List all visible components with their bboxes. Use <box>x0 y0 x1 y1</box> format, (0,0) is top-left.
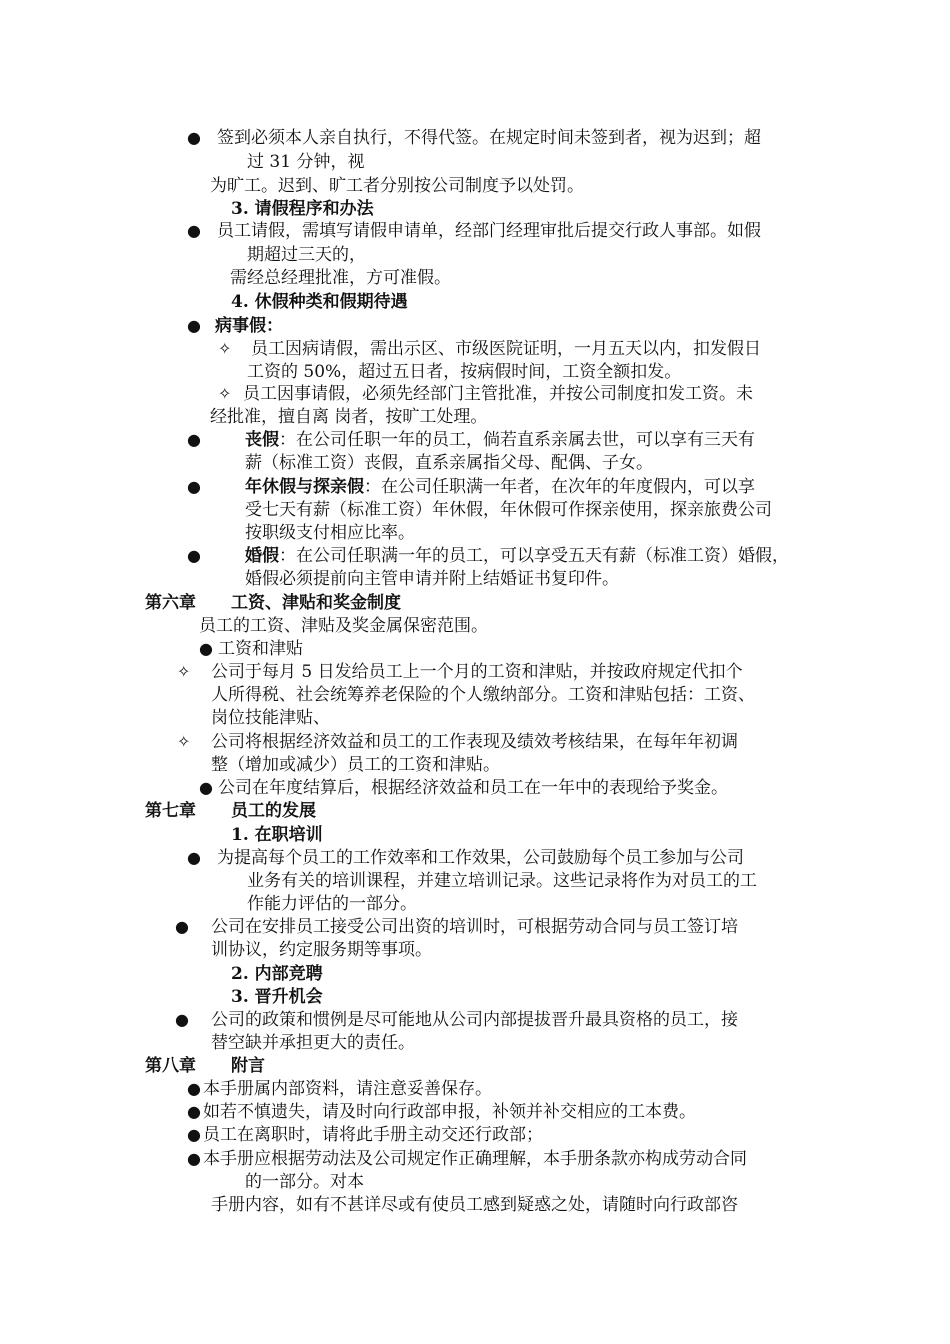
bullet-icon: ● <box>187 1125 201 1144</box>
text-line: 公司将根据经济效益和员工的工作表现及绩效考核结果，在每年年初调 <box>211 732 738 752</box>
chapter-label: 第八章 <box>145 1056 196 1076</box>
term-label: 婚假 <box>245 546 279 566</box>
text-line: 签到必须本人亲自执行，不得代签。在规定时间未签到者，视为迟到；超 <box>217 128 761 148</box>
text-line: 训协议，约定服务期等事项。 <box>211 940 432 960</box>
bullet-icon: ● <box>187 477 201 496</box>
text-line: 手册内容，如有不甚详尽或有使员工感到疑惑之处，请随时向行政部咨 <box>211 1195 738 1215</box>
diamond-icon: ✧ <box>218 384 232 403</box>
text-line: 按职级支付相应比率。 <box>245 523 415 543</box>
text-line: 过 31 分钟，视 <box>247 152 365 172</box>
diamond-icon: ✧ <box>177 732 191 751</box>
diamond-icon: ✧ <box>218 339 232 358</box>
chapter-title: 工资、津贴和奖金制度 <box>231 593 401 613</box>
bullet-icon: ● <box>187 848 201 867</box>
text-line: 薪（标准工资）丧假，直系亲属指父母、配偶、子女。 <box>245 453 653 473</box>
bullet-icon: ● <box>187 430 201 449</box>
text-line: 整（增加或减少）员工的工资和津贴。 <box>211 755 500 775</box>
bullet-icon: ● <box>187 221 201 240</box>
text-line: 作能力评估的一部分。 <box>247 894 417 914</box>
bullet-icon: ● <box>187 316 201 335</box>
chapter-label: 第七章 <box>145 801 196 821</box>
bullet-icon: ● <box>187 1149 201 1168</box>
text-line: 为提高每个员工的工作效率和工作效果，公司鼓励每个员工参加与公司 <box>217 848 744 868</box>
term-text: ：在公司任职一年的员工，倘若直系亲属去世，可以享有三天有 <box>279 430 755 450</box>
text-line: 如若不慎遗失，请及时向行政部申报，补领并补交相应的工本费。 <box>203 1102 696 1122</box>
text-line: 公司的政策和惯例是尽可能地从公司内部提拔晋升最具资格的员工，接 <box>211 1010 738 1030</box>
text-line: 的一部分。对本 <box>245 1172 364 1192</box>
text-line: 婚假必须提前向主管申请并附上结婚证书复印件。 <box>245 569 619 589</box>
bullet-icon: ● <box>199 778 213 797</box>
text-line: 工资和津贴 <box>218 639 303 659</box>
text-line <box>245 429 755 451</box>
text-line: 员工请假，需填写请假申请单，经部门经理审批后提交行政人事部。如假 <box>217 221 761 241</box>
text-line: 受七天有薪（标准工资）年休假，年休假可作探亲使用，探亲旅费公司 <box>245 500 772 520</box>
text-line: 员工因病请假，需出示区、市级医院证明，一月五天以内，扣发假日 <box>251 339 761 359</box>
chapter-title: 员工的发展 <box>231 801 316 821</box>
text-line: 人所得税、社会统筹养老保险的个人缴纳部分。工资和津贴包括：工资、 <box>211 685 755 705</box>
text-line <box>245 545 789 567</box>
text-line: 需经总经理批准，方可准假。 <box>230 268 451 288</box>
text-line: 替空缺并承担更大的责任。 <box>211 1033 415 1053</box>
bullet-icon: ● <box>187 1079 201 1098</box>
text-line: 期超过三天的， <box>247 245 366 265</box>
text-line: 公司在安排员工接受公司出资的培训时，可根据劳动合同与员工签订培 <box>211 917 738 937</box>
bullet-icon: ● <box>187 1102 201 1121</box>
bullet-icon: ● <box>175 1010 189 1029</box>
section-heading: 3. 晋升机会 <box>231 987 323 1007</box>
text-line <box>245 476 755 498</box>
text-line: 工资的 50%，超过五日者，按病假时间，工资全额扣发。 <box>247 362 682 382</box>
section-heading: 4. 休假种类和假期待遇 <box>231 292 408 312</box>
term-text: ：在公司任职满一年者，在次年的年度假内，可以享 <box>364 477 755 497</box>
text-line: 为旷工。迟到、旷工者分别按公司制度予以处罚。 <box>210 176 584 196</box>
chapter-title: 附言 <box>231 1056 265 1076</box>
text-line: 业务有关的培训课程，并建立培训记录。这些记录将作为对员工的工 <box>247 871 757 891</box>
text-line: 本手册应根据劳动法及公司规定作正确理解，本手册条款亦构成劳动合同 <box>203 1149 747 1169</box>
text-line: 公司于每月 5 日发给员工上一个月的工资和津贴，并按政府规定代扣个 <box>211 662 743 682</box>
text-line: 员工在离职时，请将此手册主动交还行政部； <box>203 1125 543 1145</box>
term-label: 年休假与探亲假 <box>245 477 364 497</box>
diamond-icon: ✧ <box>177 662 191 681</box>
term-text: ：在公司任职满一年的员工，可以享受五天有薪（标准工资）婚假， <box>279 546 789 566</box>
term-label: 丧假 <box>245 430 279 450</box>
section-heading: 2. 内部竞聘 <box>231 964 323 984</box>
chapter-label: 第六章 <box>145 593 196 613</box>
text-line: 员工的工资、津贴及奖金属保密范围。 <box>199 616 488 636</box>
bullet-icon: ● <box>199 639 213 658</box>
text-line: 员工因事请假，必须先经部门主管批准，并按公司制度扣发工资。未 <box>243 384 753 404</box>
section-heading: 3. 请假程序和办法 <box>231 199 374 219</box>
text-line: 本手册属内部资料，请注意妥善保存。 <box>203 1079 492 1099</box>
bullet-icon: ● <box>187 128 201 147</box>
section-heading: 1. 在职培训 <box>231 825 323 845</box>
text-line: 经批准，擅自离 岗者，按旷工处理。 <box>210 407 488 427</box>
bullet-icon: ● <box>187 546 201 565</box>
bullet-icon: ● <box>175 917 189 936</box>
text-line: 公司在年度结算后，根据经济效益和员工在一年中的表现给予奖金。 <box>218 778 728 798</box>
text-line: 病事假： <box>215 316 283 336</box>
text-line: 岗位技能津贴、 <box>211 708 330 728</box>
